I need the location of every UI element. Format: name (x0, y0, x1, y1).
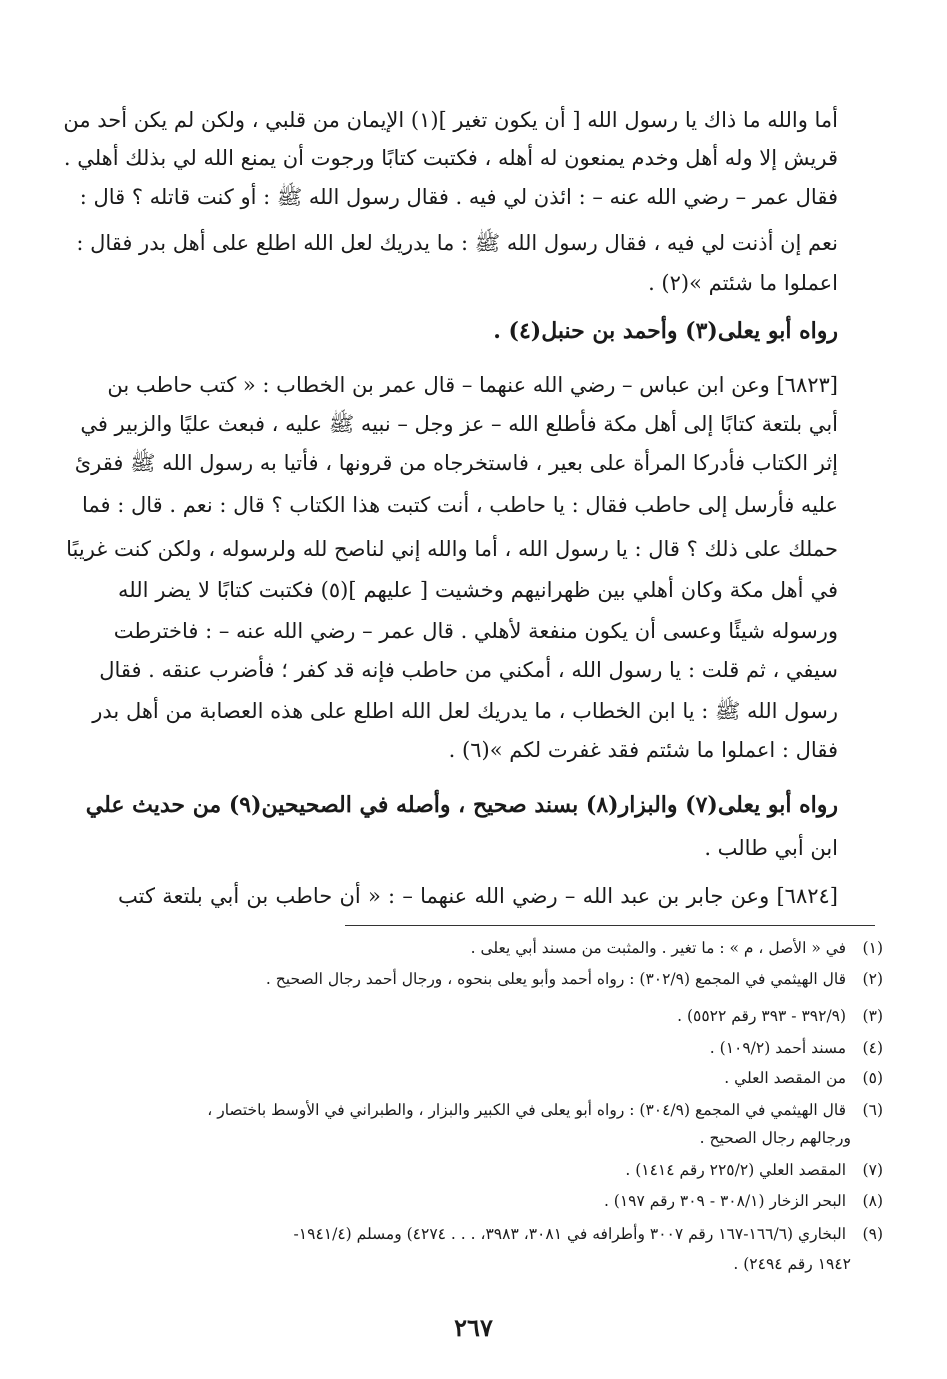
footnote-text: المقصد العلي (٢٢٥/٢ رقم ١٤١٤) . (625, 1161, 847, 1179)
footnote-number: (٤) (862, 1039, 883, 1057)
source-note-2: رواه أبو يعلى(٧) والبزار(٨) بسند صحيح ، وأصله في الصحيحين(٩) من حديث علي (85, 792, 838, 818)
hadith-6823-line-8: سيفي ، ثم قلت : يا رسول الله ، أمكني من حاطب فإنه قد كفر ؛ فأضرب عنقه . فقال (99, 658, 838, 682)
hadith-6823-line-9: رسول الله ﷺ : يا ابن الخطاب ، ما يدريك لعل الله اطلع على هذه العصابة من أهل بدر (92, 699, 838, 723)
hadith-6824-line-1: [٦٨٢٤] وعن جابر بن عبد الله – رضي الله عنهما – : « أن حاطب بن أبي بلتعة كتب (118, 884, 838, 908)
hadith-6823-line-10: فقال : اعملوا ما شئتم فقد غفرت لكم »(٦) . (448, 738, 838, 762)
footnote-number: (١) (862, 939, 883, 957)
body-line-3: فقال عمر – رضي الله عنه – : ائذن لي فيه . فقال رسول الله ﷺ : أو كنت قاتله ؟ قال : (79, 185, 838, 209)
footnote-9 (118, 1222, 883, 1246)
source-note-1: رواه أبو يعلى(٣) وأحمد بن حنبل(٤) . (493, 318, 838, 344)
footnote-text: قال الهيثمي في المجمع (٣٠٤/٩) : رواه أبو يعلى في الكبير والبزار ، والطبراني في الأوسط باختصار ، (207, 1101, 847, 1119)
footnote-1 (118, 936, 883, 960)
footnote-divider (345, 925, 875, 926)
footnote-text: (٣٩٢/٩ - ٣٩٣ رقم ٥٥٢٢) . (677, 1007, 847, 1025)
footnote-text: في « الأصل ، م » : ما تغير . والمثبت من مسند أبي يعلى . (470, 939, 847, 957)
footnote-text: البحر الزخار (٣٠٨/١ - ٣٠٩ رقم ١٩٧) . (603, 1192, 847, 1210)
hadith-6823-line-5: حملك على ذلك ؟ قال : يا رسول الله ، أما والله إني لناصح لله ولرسوله ، ولكن كنت غريبًا (66, 537, 838, 561)
footnote-5 (118, 1066, 883, 1090)
footnote-number: (٥) (862, 1069, 883, 1087)
body-line-2: قريش إلا وله أهل وخدم يمنعون له أهله ، فكتبت كتابًا ورجوت أن يمنع الله لي بذلك أهلي . (63, 146, 838, 170)
footnote-text: البخاري (١٦٦/٦-١٦٧ رقم ٣٠٠٧ وأطرافه في ٣٠٨١، ٣٩٨٣، . . . ٤٢٧٤) ومسلم (١٩٤١/٤- (293, 1225, 847, 1243)
footnote-3 (118, 1004, 883, 1028)
footnote-8 (118, 1189, 883, 1213)
footnote-text: من المقصد العلي . (724, 1069, 847, 1087)
footnote-number: (٦) (862, 1101, 883, 1119)
footnote-6 (118, 1098, 883, 1122)
source-note-2-cont: ابن أبي طالب . (704, 836, 838, 860)
footnote-number: (٧) (862, 1161, 883, 1179)
hadith-6823-line-4: عليه فأرسل إلى حاطب فقال : يا حاطب ، أنت كتبت هذا الكتاب ؟ قال : نعم . قال : فما (82, 493, 838, 517)
footnote-number: (٢) (862, 970, 883, 988)
footnote-number: (٨) (862, 1192, 883, 1210)
body-line-5: اعملوا ما شئتم »(٢) . (648, 271, 838, 295)
hadith-6823-line-3: إثر الكتاب فأدركا المرأة على بعير ، فاستخرجاه من قرونها ، فأتيا به رسول الله ﷺ فقرئ (74, 451, 838, 475)
body-line-1: أما والله ما ذاك يا رسول الله [ أن يكون تغير ](١) الإيمان من قلبي ، ولكن لم يكن أحد من (63, 108, 838, 132)
footnote-2 (118, 967, 883, 991)
hadith-6823-line-6: في أهل مكة وكان أهلي بين ظهرانيهم وخشيت [ عليهم ](٥) فكتبت كتابًا لا يضر الله (118, 578, 838, 602)
footnote-4 (118, 1036, 883, 1060)
hadith-6823-line-7: ورسوله شيئًا وعسى أن يكون منفعة لأهلي . قال عمر – رضي الله عنه – : فاخترطت (113, 619, 838, 643)
page-number: ٢٦٧ (454, 1313, 493, 1342)
body-line-4: نعم إن أذنت لي فيه ، فقال رسول الله ﷺ : ما يدريك لعل الله اطلع على أهل بدر فقال : (76, 231, 838, 255)
footnote-number: (٩) (862, 1225, 883, 1243)
footnote-text: قال الهيثمي في المجمع (٣٠٢/٩) : رواه أحمد وأبو يعلى بنحوه ، ورجال أحمد رجال الصحيح . (265, 970, 847, 988)
hadith-6823-line-2: أبي بلتعة كتابًا إلى أهل مكة فأطلع الله – عز وجل – نبيه ﷺ عليه ، فبعث عليًا والزبير في (80, 412, 838, 436)
hadith-6823-line-1: [٦٨٢٣] وعن ابن عباس – رضي الله عنهما – قال عمر بن الخطاب : « كتب حاطب بن (107, 373, 838, 397)
footnote-text: مسند أحمد (١٠٩/٢) . (709, 1039, 847, 1057)
footnote-9-cont: ١٩٤٢ رقم ٢٤٩٤) . (733, 1255, 851, 1273)
footnote-7 (118, 1158, 883, 1182)
footnote-6-cont: ورجالهم رجال الصحيح . (699, 1129, 851, 1147)
footnote-number: (٣) (862, 1007, 883, 1025)
